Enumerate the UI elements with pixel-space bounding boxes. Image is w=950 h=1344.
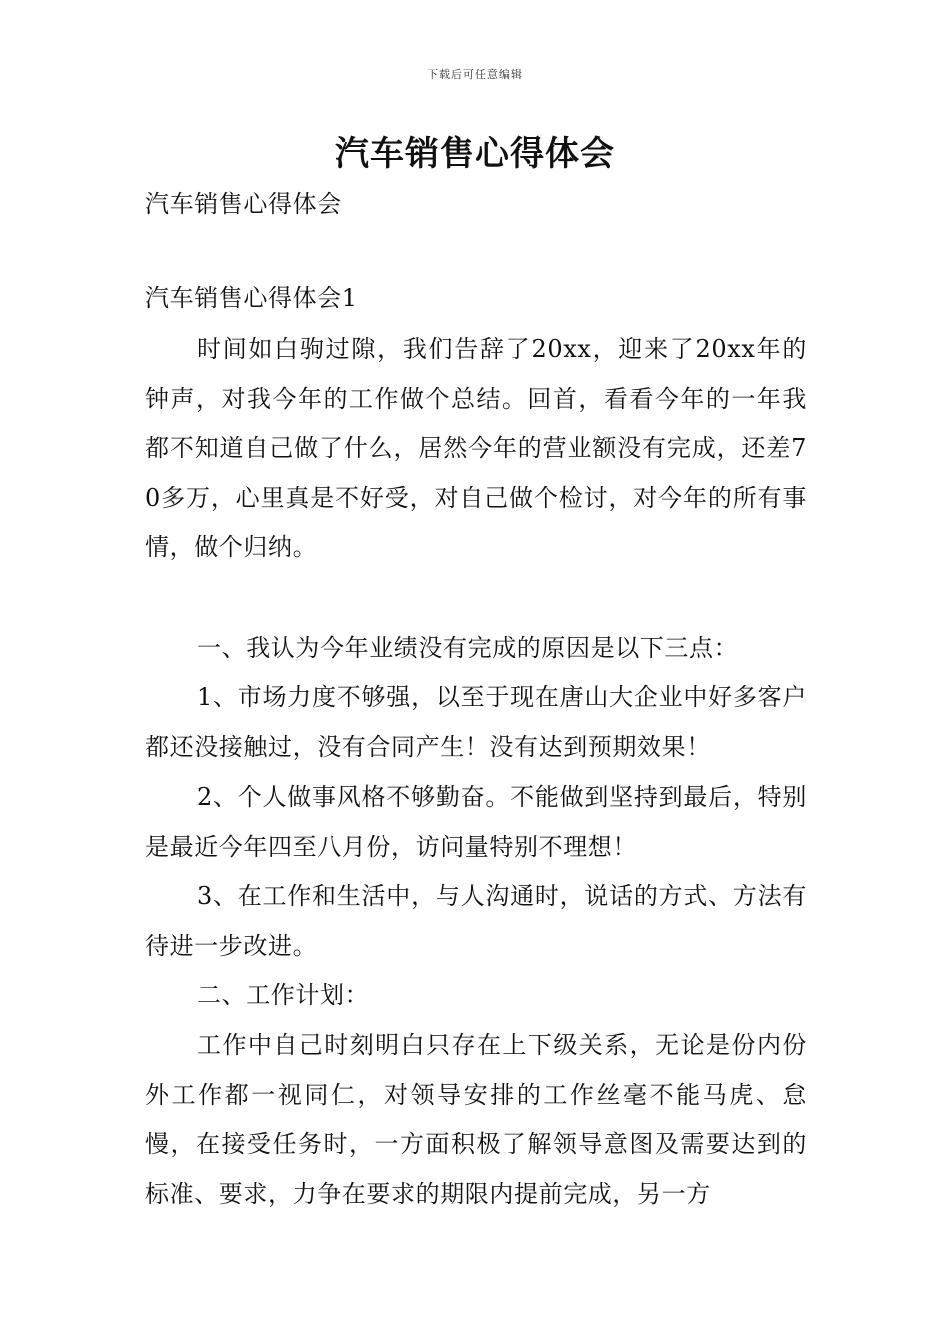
paragraph-plan-body: 工作中自己时刻明白只存在上下级关系，无论是份内份外工作都一视同仁，对领导安排的工作丝毫不能马虎、怠慢，在接受任务时，一方面积极了解领导意图及需要达到的标准、要求，力争在要求的期限内提前完成，另一方 (145, 1031, 807, 1208)
paragraph-reason-1: 1、市场力度不够强，以至于现在唐山大企业中好多客户都还没接触过，没有合同产生！没有达到预期效果！ (145, 683, 807, 761)
paragraph-plan-heading: 二、工作计划： (197, 981, 370, 1009)
paragraph-reason-3: 3、在工作和生活中，与人沟通时，说话的方式、方法有待进一步改进。 (145, 882, 807, 960)
document-title: 汽车销售心得体会 (335, 134, 615, 174)
paragraph-reasons-heading: 一、我认为今年业绩没有完成的原因是以下三点： (197, 634, 739, 662)
section-heading: 汽车销售心得体会1 (145, 284, 358, 312)
paragraph-intro: 时间如白驹过隙，我们告辞了20xx，迎来了20xx年的钟声，对我今年的工作做个总结。回首，看看今年的一年我都不知道自己做了什么，居然今年的营业额没有完成，还差70多万，心里真是不好受，对自己做个检讨，对今年的所有事情，做个归纳。 (145, 335, 807, 561)
paragraph-reason-2: 2、个人做事风格不够勤奋。不能做到坚持到最后，特别是最近今年四至八月份，访问量特别不理想！ (145, 783, 807, 861)
subtitle-line: 汽车销售心得体会 (145, 190, 342, 218)
header-note: 下载后可任意编辑 (427, 68, 523, 81)
